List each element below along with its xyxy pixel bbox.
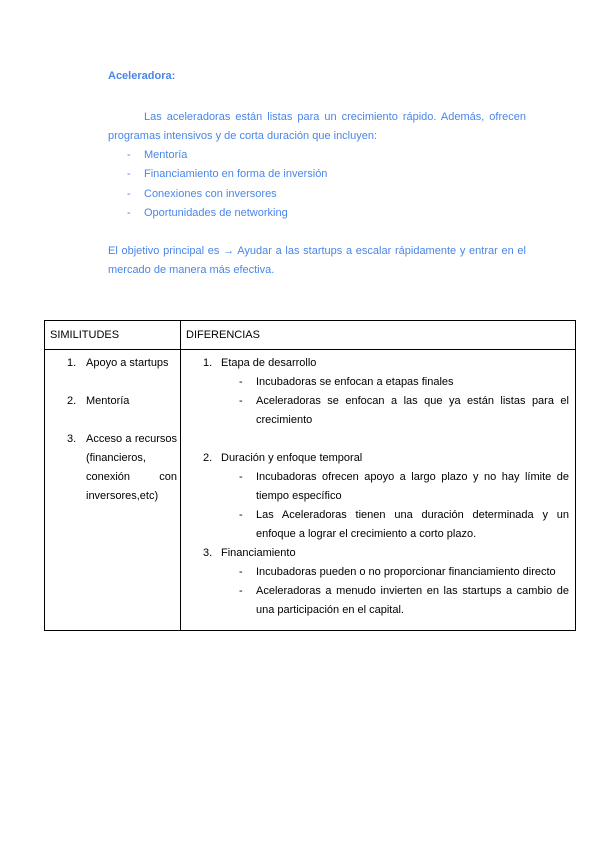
list-item bbox=[108, 165, 327, 184]
item-number: 2. bbox=[67, 395, 77, 407]
dash-marker: - bbox=[239, 471, 243, 483]
sub-item bbox=[221, 373, 569, 392]
list-item bbox=[181, 449, 569, 544]
objective-paragraph: El objetivo principal es → Ayudar a las startups a escalar rápidamente y entrar en el mercado de manera más efectiva. bbox=[108, 245, 526, 276]
sub-item-text: Aceleradoras a menudo invierten en las startups a cambio de una participación en el capital. bbox=[256, 585, 569, 616]
item-text: Mentoría bbox=[86, 395, 130, 407]
list-item bbox=[108, 185, 327, 204]
diferencias-list bbox=[181, 354, 569, 620]
header-similitudes: SIMILITUDES bbox=[45, 321, 181, 350]
sub-item bbox=[221, 468, 569, 506]
dash-marker: - bbox=[239, 509, 243, 521]
item-title: Etapa de desarrollo bbox=[221, 357, 317, 369]
dash-marker: - bbox=[239, 566, 243, 578]
table-row bbox=[45, 350, 576, 631]
intro-text: Las aceleradoras están listas para un crecimiento rápido. Además, ofrecen programas intensivos y de corta duración que incluyen: bbox=[108, 111, 526, 142]
list-item-text: Conexiones con inversores bbox=[144, 187, 277, 200]
dash-marker: - bbox=[127, 149, 131, 161]
list-item-text: Oportunidades de networking bbox=[144, 206, 288, 219]
sub-item-text: Incubadoras pueden o no proporcionar financiamiento directo bbox=[256, 566, 556, 578]
dash-marker: - bbox=[239, 585, 243, 597]
sub-item-text: Incubadoras ofrecen apoyo a largo plazo y no hay límite de tiempo específico bbox=[256, 471, 569, 502]
diferencias-cell bbox=[181, 350, 576, 631]
list-item bbox=[108, 146, 327, 165]
list-item bbox=[45, 392, 174, 411]
item-title: Financiamiento bbox=[221, 547, 296, 559]
intro-paragraph bbox=[108, 108, 526, 146]
dash-marker: - bbox=[239, 395, 243, 407]
list-item bbox=[181, 354, 569, 430]
sub-item-text: Las Aceleradoras tienen una duración determinada y un enfoque a lograr el crecimiento a corto plazo. bbox=[256, 509, 569, 540]
sub-item-text: Aceleradoras se enfocan a las que ya están listas para el crecimiento bbox=[256, 395, 569, 426]
dash-marker: - bbox=[239, 376, 243, 388]
comparison-table bbox=[44, 320, 576, 631]
item-text: Acceso a recursos (financieros, conexión con inversores,etc) bbox=[86, 433, 177, 502]
list-item bbox=[45, 354, 174, 373]
similitudes-list bbox=[45, 354, 177, 506]
item-text: Apoyo a startups bbox=[86, 357, 169, 369]
item-number: 1. bbox=[67, 357, 77, 369]
sub-list bbox=[221, 373, 569, 430]
sub-item bbox=[221, 392, 569, 430]
list-item-text: Mentoría bbox=[144, 149, 188, 161]
sub-list bbox=[221, 468, 569, 544]
list-item bbox=[108, 204, 327, 223]
item-number: 3. bbox=[203, 547, 213, 559]
list-item-text: Financiamiento en forma de inversión bbox=[144, 168, 328, 181]
sub-item bbox=[221, 506, 569, 544]
similitudes-cell bbox=[45, 350, 181, 631]
dash-marker: - bbox=[127, 168, 131, 181]
item-number: 2. bbox=[203, 452, 213, 464]
header-diferencias: DIFERENCIAS bbox=[181, 321, 576, 350]
item-title: Duración y enfoque temporal bbox=[221, 452, 363, 464]
dash-marker: - bbox=[127, 187, 131, 200]
dash-marker: - bbox=[127, 206, 131, 219]
section-heading: Aceleradora: bbox=[108, 70, 176, 82]
sub-item bbox=[221, 563, 569, 582]
benefits-list bbox=[108, 146, 327, 223]
table-header-row bbox=[45, 321, 576, 350]
list-item bbox=[181, 544, 569, 620]
sub-list bbox=[221, 563, 569, 620]
item-number: 1. bbox=[203, 357, 213, 369]
item-number: 3. bbox=[67, 433, 77, 445]
sub-item-text: Incubadoras se enfocan a etapas finales bbox=[256, 376, 454, 388]
list-item bbox=[45, 430, 177, 506]
sub-item bbox=[221, 582, 569, 620]
